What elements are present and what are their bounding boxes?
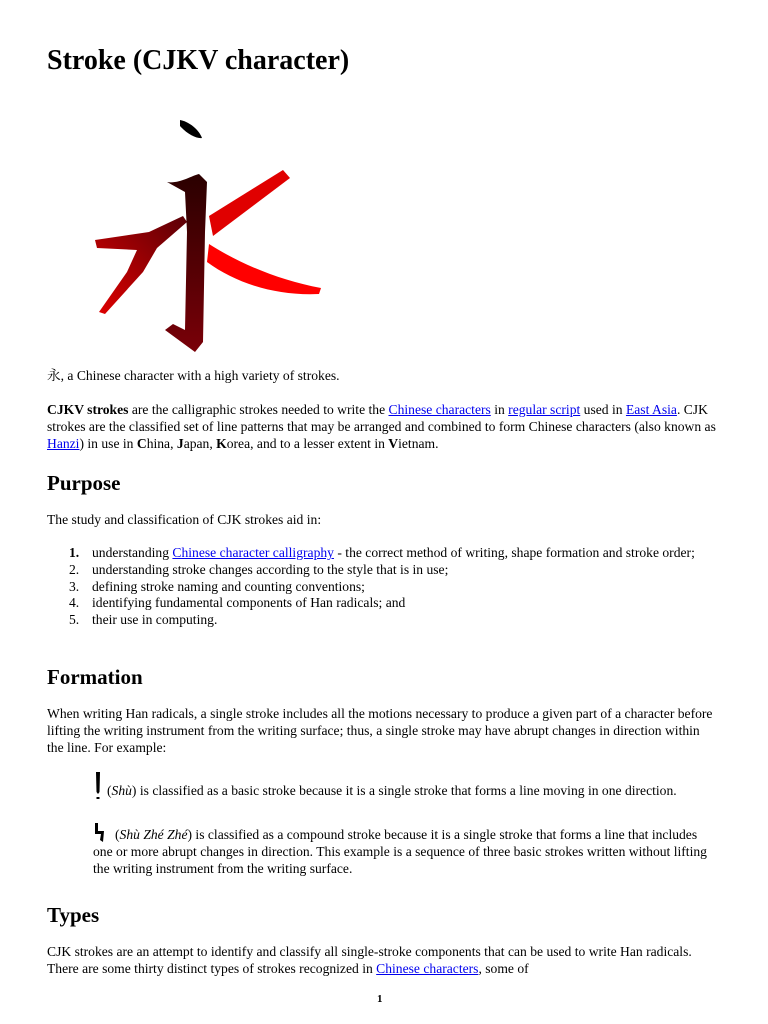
shu-description: ) is classified as a basic stroke because it is a single stroke that forms a line moving in one direction. [131, 783, 677, 799]
list-item-text: - the correct method of writing, shape formation and stroke order; [333, 545, 695, 560]
caption-text: , a Chinese character with a high variety of strokes. [60, 368, 340, 383]
heading-types: Types [47, 903, 100, 927]
intro-text-5: ) in use in [79, 435, 137, 451]
list-item-text: understanding [92, 545, 173, 560]
list-item-text: defining stroke naming and counting conventions; [92, 578, 365, 594]
shu-name: Shù [111, 783, 132, 799]
vietnam-rest: ietnam. [398, 435, 439, 451]
types-text-1: CJK strokes are an attempt to identify and classify all single-stroke components that can be used to write Han radicals. There are some thirty distinct types of strokes recognized in [47, 944, 692, 976]
stroke-upper-right [209, 170, 290, 236]
example-shu-zhe-zhe: (Shù Zhé Zhé) is classified as a compound stroke because it is a single stroke that forms a line that includes one or more abrupt changes in direction. This example is a sequence of three basic strokes written without lifting the writing instrument from the writing surface. [93, 822, 713, 878]
shu-zhe-zhe-name: Shù Zhé Zhé [119, 827, 188, 843]
korea-initial: K [216, 435, 227, 451]
list-item [47, 595, 707, 612]
page-number: 1 [377, 993, 383, 1005]
link-chinese-characters-types[interactable]: Chinese characters [376, 960, 479, 976]
intro-text-4: . CJK strokes are the classified set of line patterns that may be arranged and combined to form Chinese characters (also known as [47, 402, 716, 434]
list-number: 1. [69, 545, 80, 560]
intro-bold-term: CJKV strokes [47, 402, 129, 417]
china-initial: C [136, 435, 147, 451]
stroke-vertical-hook [165, 174, 207, 352]
intro-text-3: used in [580, 402, 626, 417]
list-item [47, 545, 707, 562]
japan-initial: J [176, 435, 184, 451]
example-shu: (Shù) is classified as a basic stroke because it is a single stroke that forms a line moving in one direction. [93, 770, 713, 800]
page-title: Stroke (CJKV character) [47, 45, 350, 76]
vietnam-initial: V [388, 435, 399, 451]
formation-paragraph: When writing Han radicals, a single stroke includes all the motions necessary to produce a given part of a character before lifting the writing instrument from the writing surface; thus, a single stroke may have abrupt changes in direction within the line. For example: [47, 706, 713, 755]
list-number: 5. [69, 612, 80, 628]
link-hanzi[interactable]: Hanzi [47, 435, 80, 451]
types-paragraph [47, 944, 719, 978]
figure-caption [47, 368, 719, 385]
link-chinese-characters[interactable]: Chinese characters [388, 402, 491, 417]
china-rest: hina, [146, 435, 177, 451]
list-item [47, 612, 707, 629]
stroke-dot [180, 120, 202, 138]
link-regular-script[interactable]: regular script [508, 402, 581, 417]
list-number: 3. [69, 578, 80, 594]
heading-purpose: Purpose [47, 471, 121, 495]
intro-paragraph [47, 402, 719, 452]
stroke-right-sweep [207, 244, 321, 294]
shu-zhe-zhe-description: ) is classified as a compound stroke because it is a single stroke that forms a line that includes one or more abrupt changes in direction. This example is a sequence of three basic strokes written without lifting the writing instrument from the writing surface. [93, 827, 707, 876]
yong-glyph: 永 [47, 368, 61, 383]
intro-text-1: are the calligraphic strokes needed to write the [128, 402, 389, 417]
purpose-lead: The study and classification of CJK strokes aid in: [47, 512, 322, 527]
shu-zhe-zhe-stroke-icon [93, 822, 111, 844]
japan-rest: apan, [183, 435, 217, 451]
types-text-2: , some of [478, 960, 529, 976]
yong-character-figure [87, 112, 327, 352]
link-chinese-character-calligraphy[interactable]: Chinese character calligraphy [172, 545, 334, 560]
list-number: 2. [69, 561, 80, 577]
purpose-list [47, 545, 707, 629]
list-item [47, 579, 707, 596]
link-east-asia[interactable]: East Asia [625, 402, 677, 417]
list-item [47, 562, 707, 579]
list-item-text: their use in computing. [92, 612, 218, 628]
heading-formation: Formation [47, 665, 143, 689]
stroke-left-sweep [95, 216, 187, 314]
intro-text-2: in [490, 402, 509, 417]
list-item-text: understanding stroke changes according to the style that is in use; [92, 561, 449, 577]
shu-stroke-icon [93, 770, 103, 800]
list-item-text: identifying fundamental components of Han radicals; and [92, 595, 406, 611]
list-number: 4. [69, 595, 80, 611]
korea-rest: orea, and to a lesser extent in [226, 435, 389, 451]
